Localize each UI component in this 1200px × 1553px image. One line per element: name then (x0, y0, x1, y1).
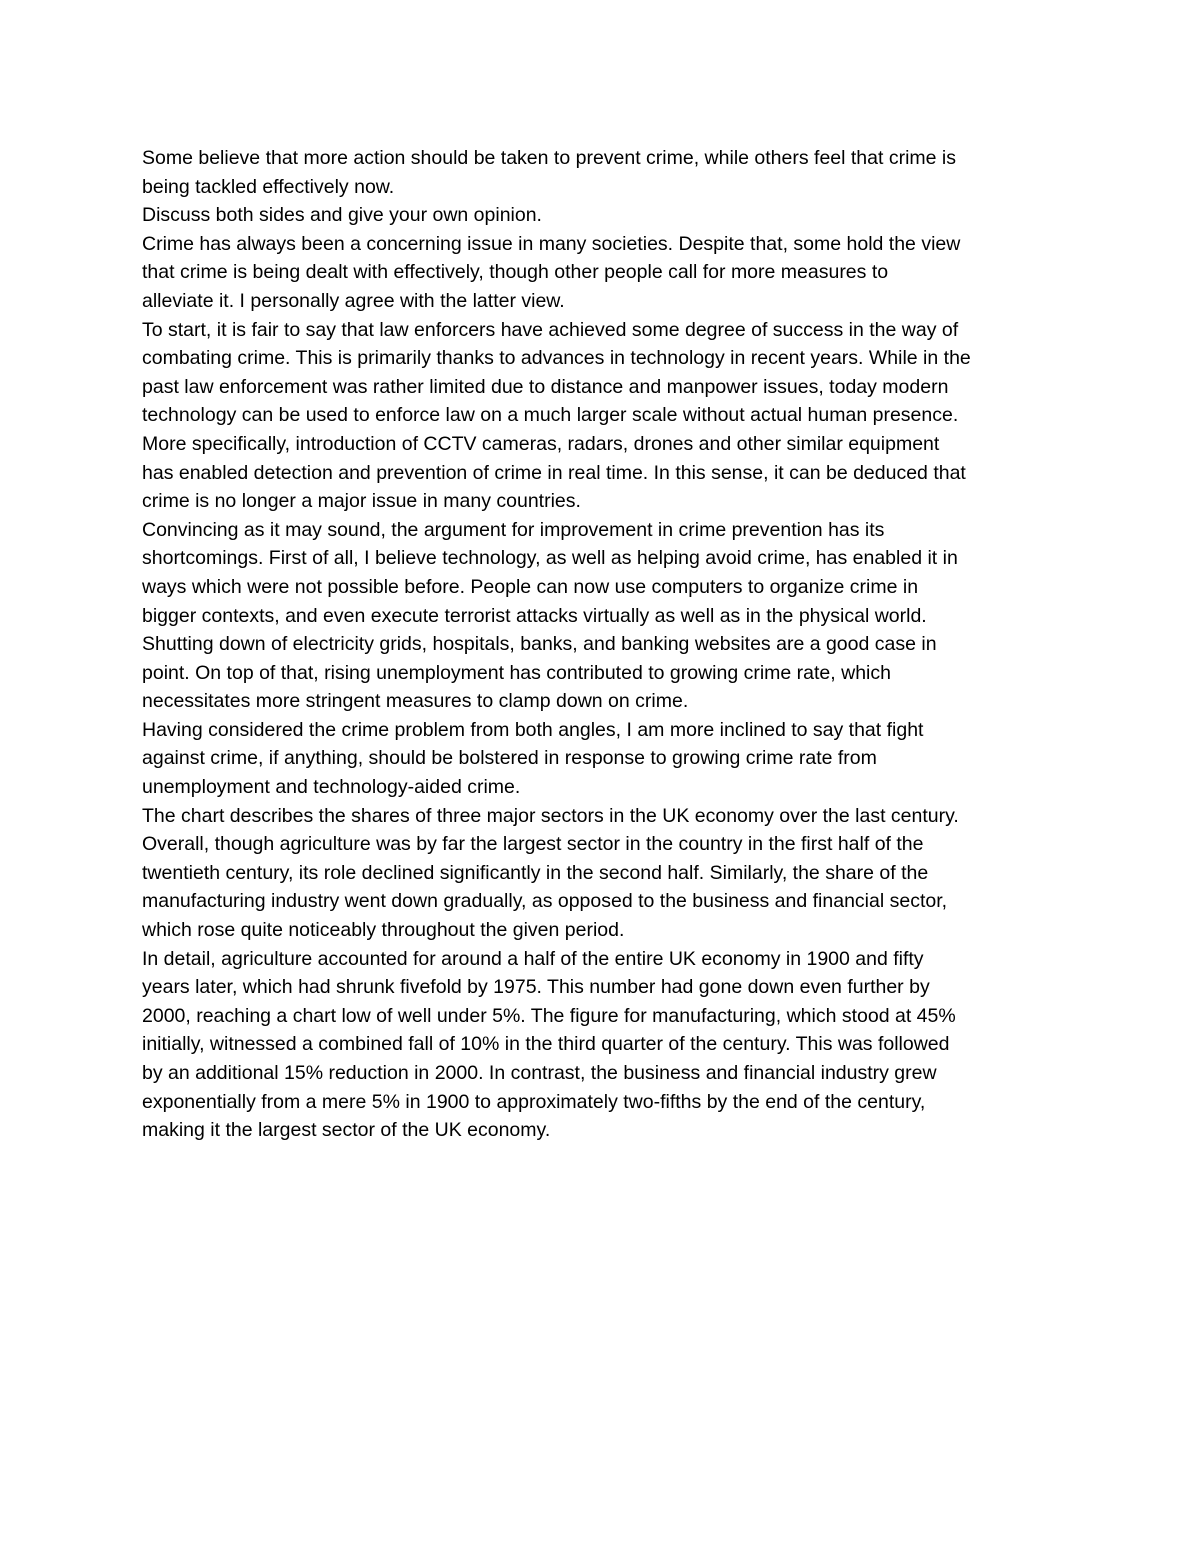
text-line: shortcomings. First of all, I believe technology, as well as helping avoid crime, has enabled it in (142, 547, 958, 570)
text-line: years later, which had shrunk fivefold by 1975. This number had gone down even further by (142, 976, 930, 999)
report-overview (142, 830, 1072, 944)
text-line: against crime, if anything, should be bolstered in response to growing crime rate from (142, 747, 877, 770)
text-line: necessitates more stringent measures to clamp down on crime. (142, 690, 689, 713)
text-line: More specifically, introduction of CCTV cameras, radars, drones and other similar equipment (142, 432, 940, 455)
essay-body-paragraph-2 (142, 516, 1072, 716)
text-line: being tackled effectively now. (142, 175, 395, 198)
text-line: 2000, reaching a chart low of well under 5%. The figure for manufacturing, which stood at 45% (142, 1004, 956, 1027)
essay-introduction (142, 230, 1072, 316)
text-line: Shutting down of electricity grids, hospitals, banks, and banking websites are a good case in (142, 633, 937, 656)
text-line: ways which were not possible before. People can now use computers to organize crime in (142, 575, 919, 598)
text-line: crime is no longer a major issue in many countries. (142, 490, 581, 513)
text-line: combating crime. This is primarily thanks to advances in technology in recent years. While in the (142, 347, 971, 370)
text-line: exponentially from a mere 5% in 1900 to approximately two-fifths by the end of the century, (142, 1090, 926, 1113)
text-line: initially, witnessed a combined fall of 10% in the third quarter of the century. This was followed (142, 1033, 950, 1056)
text-line: The chart describes the shares of three major sectors in the UK economy over the last century. (142, 804, 959, 827)
text-line: twentieth century, its role declined significantly in the second half. Similarly, the share of the (142, 861, 929, 884)
text-line: point. On top of that, rising unemployment has contributed to growing crime rate, which (142, 661, 891, 684)
text-line: by an additional 15% reduction in 2000. In contrast, the business and financial industry grew (142, 1062, 937, 1084)
text-line: Convincing as it may sound, the argument for improvement in crime prevention has its (142, 518, 885, 541)
document-body (142, 144, 1072, 1145)
text-line: has enabled detection and prevention of crime in real time. In this sense, it can be deduced that (142, 461, 966, 484)
text-line: In detail, agriculture accounted for around a half of the entire UK economy in 1900 and fifty (142, 947, 924, 970)
text-line: Some believe that more action should be taken to prevent crime, while others feel that crime is (142, 147, 956, 169)
text-line: technology can be used to enforce law on a much larger scale without actual human presence. (142, 404, 959, 427)
prompt-statement (142, 144, 1072, 201)
prompt-instruction (142, 201, 1072, 230)
text-line: unemployment and technology-aided crime. (142, 776, 521, 799)
text-line: making it the largest sector of the UK economy. (142, 1119, 551, 1142)
text-line: Crime has always been a concerning issue in many societies. Despite that, some hold the view (142, 232, 961, 255)
text-line: manufacturing industry went down gradually, as opposed to the business and financial sector, (142, 890, 948, 913)
essay-conclusion (142, 716, 1072, 802)
text-line: To start, it is fair to say that law enforcers have achieved some degree of success in the way of (142, 318, 959, 341)
text-line: Having considered the crime problem from both angles, I am more inclined to say that fight (142, 718, 924, 741)
text-line: alleviate it. I personally agree with the latter view. (142, 289, 565, 312)
report-details (142, 945, 1072, 1145)
text-line: that crime is being dealt with effectively, though other people call for more measures to (142, 261, 889, 284)
report-introduction (142, 802, 1072, 831)
text-line: past law enforcement was rather limited due to distance and manpower issues, today modern (142, 375, 949, 398)
text-line: bigger contexts, and even execute terrorist attacks virtually as well as in the physical world. (142, 604, 927, 627)
text-line: Overall, though agriculture was by far the largest sector in the country in the first half of the (142, 833, 924, 856)
text-line: which rose quite noticeably throughout the given period. (142, 919, 625, 942)
text-line: Discuss both sides and give your own opinion. (142, 204, 542, 227)
essay-body-paragraph-1 (142, 316, 1072, 516)
